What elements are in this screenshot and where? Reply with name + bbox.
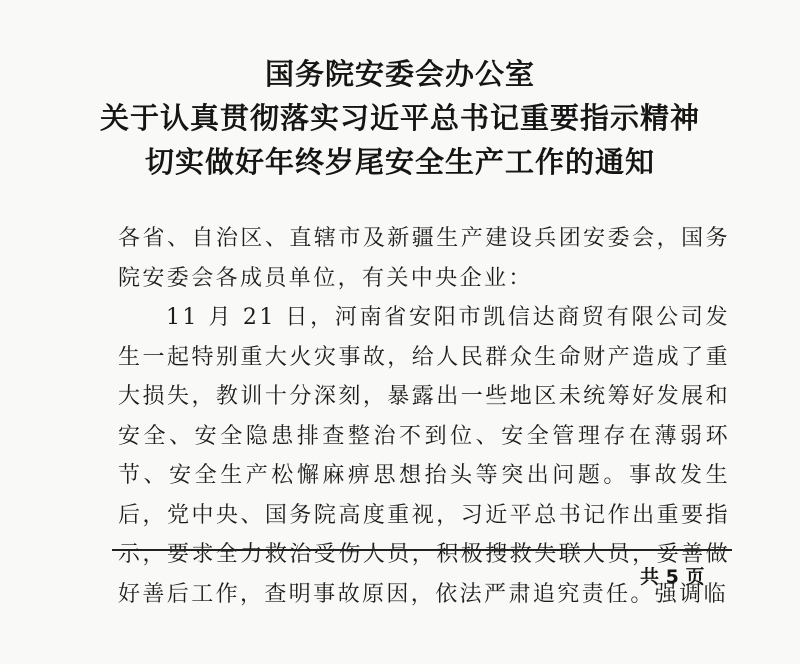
body-paragraph: 11 月 21 日，河南省安阳市凯信达商贸有限公司发生一起特别重大火灾事故，给人民群众生命财产造成了重大损失，教训十分深刻，暴露出一些地区未统筹好发展和安全、安全隐患排查整治不到位、安全管理存在薄弱环节、安全生产松懈麻痹思想抬头等突出问题。事故发生后，党中央、国务院高度重视，习近平总书记作出重要指示，要求全力救治受伤人员，积极搜救失联人员，妥善做好善后工作，查明事故原因，依法严肃追究责任。强调临 [118,305,730,607]
salutation: 各省、自治区、直辖市及新疆生产建设兵团安委会，国务院安委会各成员单位，有关中央企业： [118,226,730,291]
title-line-subject-continued: 切实做好年终岁尾安全生产工作的通知 [144,145,655,179]
document-title [0,52,800,184]
document-body [118,219,730,614]
footer-divider [112,549,732,551]
title-line-issuer: 国务院安委会办公室 [264,57,535,91]
title-line-subject: 关于认真贯彻落实习近平总书记重要指示精神 [99,101,700,135]
page-count: 共 5 页 [640,566,705,588]
